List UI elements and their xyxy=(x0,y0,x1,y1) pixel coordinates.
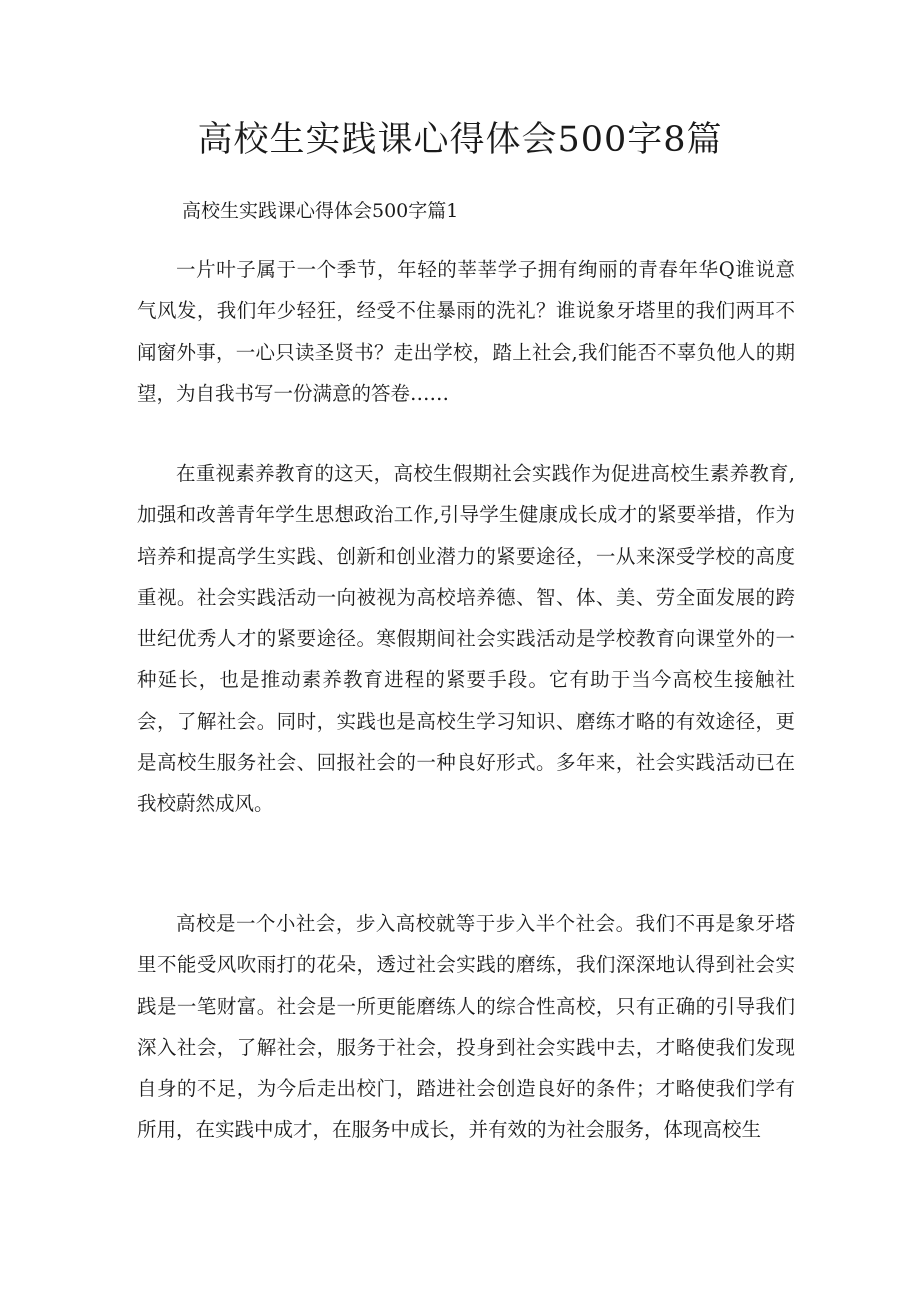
paragraph-text: 一片叶子属于一个季节，年轻的莘莘学子拥有绚丽的青春年华Q谁说意气风发，我们年少轻狂，经受不住暴雨的洗礼？谁说象牙塔里的我们两耳不闻窗外事，一心只读圣贤书？走出学校，踏上社会,我们能否不辜负他人的期望，为自我书写一份满意的答卷…… xyxy=(137,258,795,405)
body-paragraph-3 xyxy=(137,903,795,1151)
document-title: 高校生实践课心得体会500字8篇 xyxy=(197,120,723,160)
paragraph-text: 在重视素养教育的这天，高校生假期社会实践作为促进高校生素养教育,加强和改善青年学生思想政治工作,引导学生健康成长成才的紧要举措，作为培养和提高学生实践、创新和创业潜力的紧要途径，一从来深受学校的高度重视。社会实践活动一向被视为高校培养德、智、体、美、劳全面发展的跨世纪优秀人才的紧要途径。寒假期间社会实践活动是学校教育向课堂外的一种延长，也是推动素养教育进程的紧要手段。它有助于当今高校生接触社会，了解社会。同时，实践也是高校生学习知识、磨练才略的有效途径，更是高校生服务社会、回报社会的一种良好形式。多年来，社会实践活动已在我校蔚然成风。 xyxy=(137,462,795,816)
body-paragraph-1 xyxy=(137,249,795,414)
paragraph-text: 高校是一个小社会，步入高校就等于步入半个社会。我们不再是象牙塔里不能受风吹雨打的花朵，透过社会实践的磨练，我们深深地认得到社会实践是一笔财富。社会是一所更能磨练人的综合性高校，只有正确的引导我们深入社会，了解社会，服务于社会，投身到社会实践中去，才略使我们发现自身的不足，为今后走出校门，踏进社会创造良好的条件；才略使我们学有所用，在实践中成才，在服务中成长，并有效的为社会服务，体现高校生 xyxy=(137,912,795,1142)
section-heading: 高校生实践课心得体会500字篇1 xyxy=(182,200,459,222)
body-paragraph-2 xyxy=(137,453,795,825)
